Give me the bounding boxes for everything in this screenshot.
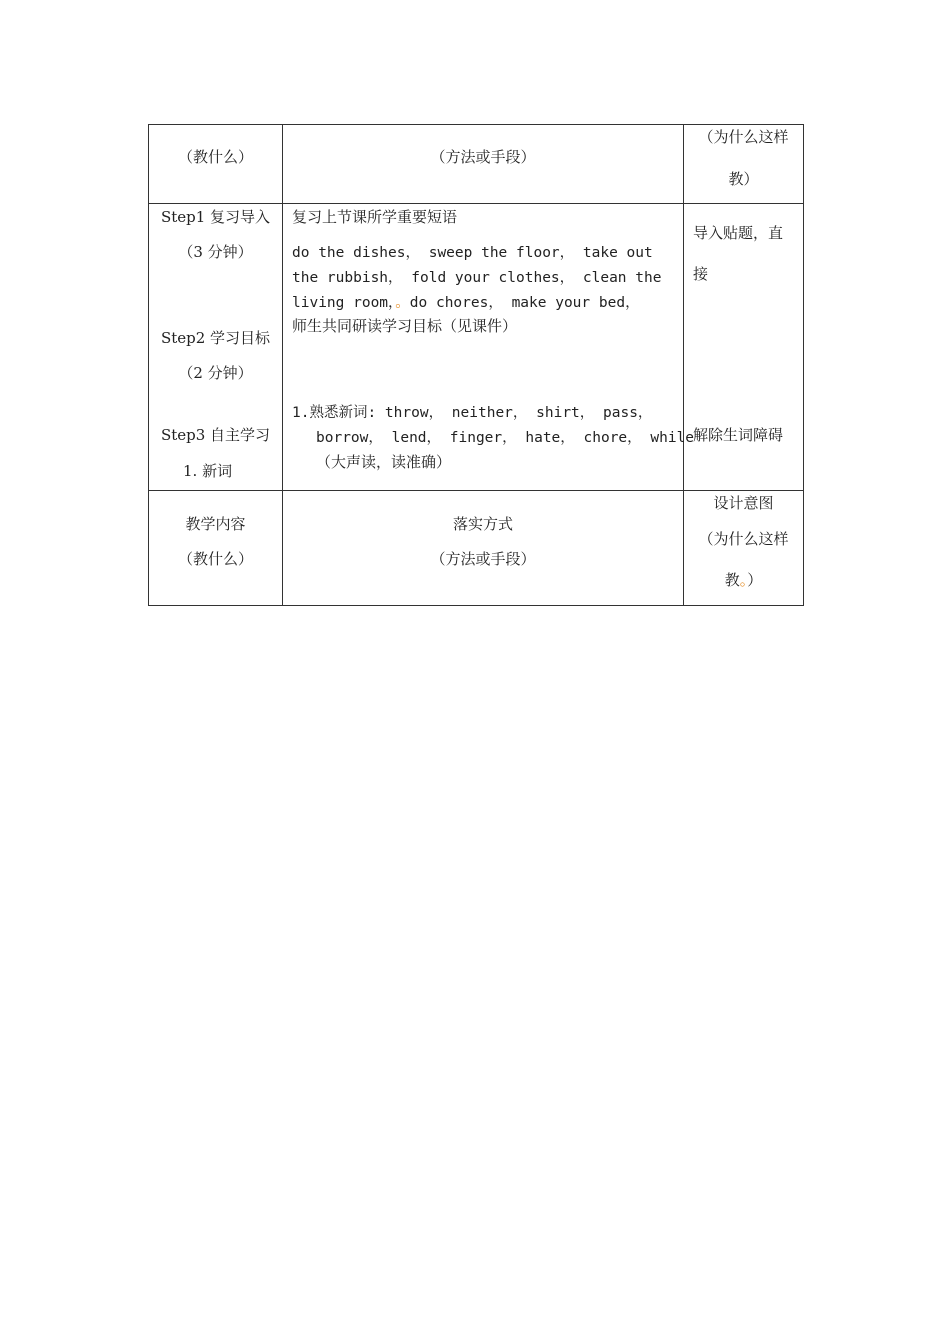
table-row-footer	[149, 491, 804, 606]
phrases-line-3a: living room，	[292, 295, 396, 311]
footer-col3-line3-end: ）	[747, 571, 763, 589]
footer-col1-line1: 教学内容	[185, 515, 246, 533]
newwords-line-3: （大声读，读准确）	[316, 453, 452, 471]
cell-steps	[149, 204, 283, 491]
intent-line-1: 导入贴题，直	[693, 224, 784, 242]
footer-col3-line3	[684, 573, 803, 588]
step2-time: （2 分钟）	[178, 364, 253, 382]
lesson-plan-table	[148, 124, 804, 606]
phrases-line-2: the rubbish， fold your clothes， clean the	[292, 270, 662, 286]
cell-header-method	[283, 125, 684, 204]
cell-methods	[283, 204, 695, 491]
cell-footer-method	[283, 491, 684, 606]
footer-col3-line1: 设计意图	[713, 494, 774, 512]
phrases-line-3b: do chores， make your bed，	[409, 295, 640, 311]
header-col1-text: （教什么）	[177, 148, 253, 166]
table-row-steps	[149, 204, 804, 491]
phrases-line-1: do the dishes， sweep the floor， take out	[292, 245, 653, 261]
header-col2-text: （方法或手段）	[430, 148, 536, 166]
footer-col3-line2: （为什么这样	[698, 530, 789, 548]
review-heading: 复习上节课所学重要短语	[292, 208, 458, 226]
step1-title: Step1 复习导入	[160, 208, 271, 226]
step3-sub: 1. 新词	[183, 462, 233, 480]
footer-col3-line3-text: 教	[724, 571, 740, 589]
table-row-header	[149, 125, 804, 204]
phrases-line-3	[292, 296, 640, 311]
footer-col2-line1: 落实方式	[452, 515, 513, 533]
goals-line: 师生共同研读学习目标（见课件）	[292, 317, 518, 335]
footer-col1-line2: （教什么）	[177, 550, 253, 568]
intent-line-2: 接	[693, 265, 709, 283]
header-col3-line2: 教）	[728, 170, 759, 188]
phrases-dot: 。	[395, 295, 410, 311]
footer-col3-dot: 。	[739, 571, 748, 589]
cell-footer-content	[149, 491, 283, 606]
cell-header-content	[149, 125, 283, 204]
cell-header-intent	[684, 125, 804, 204]
step3-title: Step3 自主学习	[160, 426, 271, 444]
footer-col2-line2: （方法或手段）	[430, 550, 536, 568]
step1-time: （3 分钟）	[178, 243, 253, 261]
newwords-line-2: borrow， lend， finger， hate， chore， while	[316, 430, 695, 446]
step2-title: Step2 学习目标	[160, 329, 271, 347]
header-col3-line1: （为什么这样	[698, 128, 789, 146]
newwords-line-1: 1.熟悉新词: throw， neither， shirt， pass，	[292, 405, 653, 421]
intent-newwords: 解除生词障碍	[693, 426, 784, 444]
cell-footer-intent	[684, 491, 804, 606]
cell-intents	[684, 204, 804, 491]
